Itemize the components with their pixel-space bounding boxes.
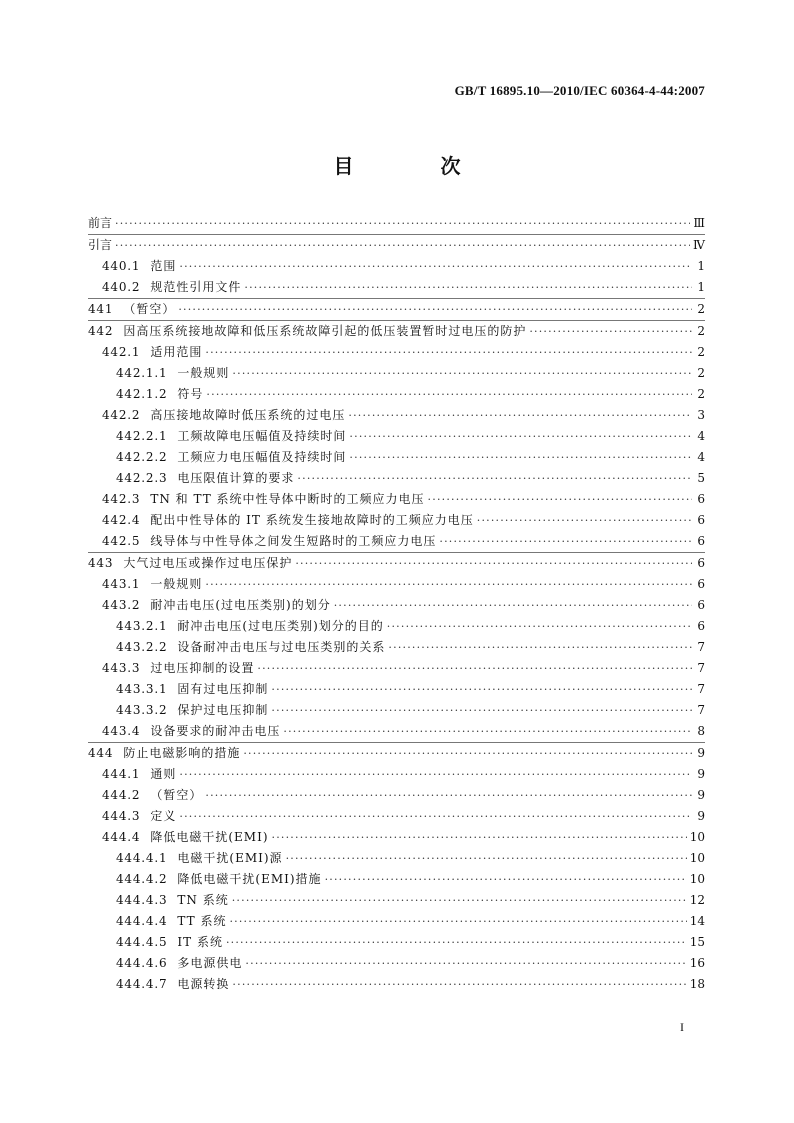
- dot-leader: [286, 848, 687, 869]
- dot-leader: [245, 953, 686, 974]
- toc-entry-label: 固有过电压抑制: [177, 682, 269, 696]
- toc-entry[interactable]: [88, 827, 705, 848]
- toc-entry-text: [88, 827, 272, 848]
- toc-entry-number: 440.2: [102, 280, 141, 294]
- toc-entry-label: 大气过电压或操作过电压保护: [123, 556, 293, 570]
- dot-leader: [226, 932, 687, 953]
- toc-entry-number: 442.4: [102, 513, 141, 527]
- toc-entry-text: [88, 974, 232, 995]
- toc-entry-text: [88, 256, 179, 277]
- toc-entry[interactable]: [88, 405, 705, 426]
- toc-entry-label: 电压限值计算的要求: [177, 471, 295, 485]
- dot-leader: [388, 637, 692, 658]
- toc-entry-number: 443.2.2: [116, 640, 168, 654]
- dot-leader: [229, 911, 686, 932]
- toc-entry[interactable]: [88, 235, 705, 256]
- toc-entry-page: 7: [697, 640, 705, 654]
- dot-leader: [178, 299, 692, 320]
- toc-entry[interactable]: [88, 721, 705, 742]
- toc-entry-label: 引言: [88, 238, 113, 252]
- toc-entry-page: 8: [697, 724, 705, 738]
- toc-entry-page: 4: [697, 450, 705, 464]
- toc-entry-number: 443.4: [102, 724, 141, 738]
- toc-entry[interactable]: [88, 700, 705, 721]
- toc-entry[interactable]: [88, 679, 705, 700]
- toc-entry-label: 符号: [177, 387, 204, 401]
- toc-entry-number: 442.1.1: [116, 366, 168, 380]
- toc-entry-number: 442.2.2: [116, 450, 168, 464]
- toc-entry-page: 1: [697, 259, 705, 273]
- toc-entry-text: [88, 299, 178, 320]
- toc-entry-label: （暂空）: [123, 302, 176, 316]
- toc-entry-number: 444.4.5: [116, 935, 168, 949]
- toc-entry[interactable]: [88, 342, 705, 363]
- standard-number-header: GB/T 16895.10—2010/IEC 60364-4-44:2007: [454, 83, 705, 98]
- toc-entry-page: Ⅳ: [693, 238, 705, 252]
- toc-entry-page: 2: [697, 302, 705, 316]
- dot-leader: [387, 616, 692, 637]
- toc-entry-label: 电源转换: [177, 977, 230, 991]
- toc-entry-label: 范围: [150, 259, 177, 273]
- toc-entry-text: [88, 235, 115, 256]
- toc-entry-number: 440.1: [102, 259, 141, 273]
- toc-entry-text: [88, 384, 206, 405]
- toc-entry[interactable]: [88, 299, 705, 320]
- toc-entry-label: 线导体与中性导体之间发生短路时的工频应力电压: [150, 534, 437, 548]
- dot-leader: [206, 384, 692, 405]
- toc-entry-text: [88, 743, 243, 764]
- dot-leader: [325, 869, 687, 890]
- toc-entry-page: 9: [697, 767, 705, 781]
- toc-entry-text: [88, 869, 325, 890]
- toc-entry-label: 电磁干扰(EMI)源: [177, 851, 283, 865]
- toc-entry-page: 9: [697, 809, 705, 823]
- toc-entry[interactable]: [88, 553, 705, 574]
- dot-leader: [257, 658, 692, 679]
- toc-entry[interactable]: [88, 869, 705, 890]
- toc-entry-label: 耐冲击电压(过电压类别)划分的目的: [177, 619, 384, 633]
- toc-entry[interactable]: [88, 911, 705, 932]
- dot-leader: [232, 363, 692, 384]
- toc-entry[interactable]: [88, 658, 705, 679]
- toc-entry-text: [88, 363, 232, 384]
- toc-entry-number: 444.4.4: [116, 914, 168, 928]
- toc-entry[interactable]: [88, 785, 705, 806]
- toc-entry[interactable]: [88, 321, 705, 342]
- toc-entry-text: [88, 679, 271, 700]
- toc-entry-text: [88, 806, 179, 827]
- toc-entry-text: [88, 468, 297, 489]
- dot-leader: [179, 806, 692, 827]
- toc-entry-label: TN 和 TT 系统中性导体中断时的工频应力电压: [150, 492, 425, 506]
- toc-entry-text: [88, 785, 205, 806]
- toc-entry[interactable]: [88, 256, 705, 277]
- toc-entry-page: 5: [697, 471, 705, 485]
- dot-leader: [477, 510, 692, 531]
- toc-entry[interactable]: [88, 384, 705, 405]
- toc-entry[interactable]: [88, 468, 705, 489]
- dot-leader: [439, 531, 692, 552]
- dot-leader: [115, 235, 690, 256]
- toc-entry-page: 10: [689, 872, 705, 886]
- toc-entry[interactable]: [88, 953, 705, 974]
- toc-entry-number: 444.4.7: [116, 977, 168, 991]
- toc-entry-page: 6: [697, 577, 705, 591]
- page-title: 目 次: [333, 154, 501, 178]
- toc-entry-number: 444.3: [102, 809, 141, 823]
- dot-leader: [205, 342, 692, 363]
- toc-entry-page: 2: [697, 345, 705, 359]
- toc-entry-page: 9: [697, 788, 705, 802]
- toc-entry-text: [88, 342, 205, 363]
- toc-entry-text: [88, 426, 349, 447]
- toc-entry-number: 442.2.1: [116, 429, 168, 443]
- toc-entry-page: 1: [697, 280, 705, 294]
- toc-entry-label: 降低电磁干扰(EMI)措施: [177, 872, 322, 886]
- toc-entry-number: 443: [88, 556, 114, 570]
- toc-entry-number: 443.3: [102, 661, 141, 675]
- dot-leader: [205, 574, 692, 595]
- toc-entry-label: 设备耐冲击电压与过电压类别的关系: [177, 640, 386, 654]
- toc-entry-page: 6: [697, 513, 705, 527]
- toc-entry[interactable]: [88, 932, 705, 953]
- dot-leader: [529, 321, 692, 342]
- toc-entry-text: [88, 447, 349, 468]
- toc-entry[interactable]: [88, 277, 705, 298]
- toc-entry-label: 降低电磁干扰(EMI): [150, 830, 269, 844]
- dot-leader: [295, 553, 692, 574]
- toc-entry[interactable]: [88, 531, 705, 552]
- dot-leader: [271, 679, 692, 700]
- dot-leader: [243, 743, 692, 764]
- toc-entry-label: 设备要求的耐冲击电压: [150, 724, 281, 738]
- toc-entry-page: Ⅲ: [693, 216, 705, 230]
- toc-entry-page: 6: [697, 534, 705, 548]
- toc-entry-text: [88, 574, 205, 595]
- toc-entry-text: [88, 658, 257, 679]
- toc-entry-number: 442.1: [102, 345, 141, 359]
- toc-entry-text: [88, 911, 229, 932]
- dot-leader: [348, 405, 692, 426]
- toc-entry-page: 2: [697, 366, 705, 380]
- toc-entry[interactable]: [88, 574, 705, 595]
- toc-entry[interactable]: [88, 426, 705, 447]
- toc-entry-label: 配出中性导体的 IT 系统发生接地故障时的工频应力电压: [150, 513, 474, 527]
- toc-entry[interactable]: [88, 595, 705, 616]
- toc-entry-text: [88, 595, 334, 616]
- dot-leader: [428, 489, 692, 510]
- toc-entry-label: 耐冲击电压(过电压类别)的划分: [150, 598, 331, 612]
- toc-entry-number: 444.4.3: [116, 893, 168, 907]
- toc-entry-page: 12: [689, 893, 705, 907]
- toc-entry-page: 10: [689, 851, 705, 865]
- toc-entry-text: [88, 616, 387, 637]
- toc-entry[interactable]: [88, 764, 705, 785]
- dot-leader: [349, 447, 692, 468]
- toc-entry[interactable]: [88, 616, 705, 637]
- toc-entry-number: 442.3: [102, 492, 141, 506]
- toc-entry-number: 443.1: [102, 577, 141, 591]
- dot-leader: [205, 785, 692, 806]
- toc-entry[interactable]: [88, 447, 705, 468]
- toc-entry-page: 2: [697, 387, 705, 401]
- toc-entry-number: 441: [88, 302, 114, 316]
- toc-entry-label: 通则: [150, 767, 177, 781]
- toc-entry-label: 一般规则: [150, 577, 203, 591]
- toc-entry-text: [88, 700, 271, 721]
- toc-entry-number: 443.2.1: [116, 619, 168, 633]
- dot-leader: [232, 974, 686, 995]
- toc-entry-number: 444.4.2: [116, 872, 168, 886]
- toc-entry-page: 6: [697, 492, 705, 506]
- toc-entry-number: 444.4: [102, 830, 141, 844]
- toc-entry-page: 14: [689, 914, 705, 928]
- table-of-contents: [88, 213, 705, 995]
- toc-entry-label: 因高压系统接地故障和低压系统故障引起的低压装置暂时过电压的防护: [123, 324, 527, 338]
- dot-leader: [115, 213, 690, 234]
- toc-entry-text: [88, 890, 232, 911]
- toc-entry-label: 前言: [88, 216, 113, 230]
- toc-entry-number: 442.5: [102, 534, 141, 548]
- dot-leader: [297, 468, 692, 489]
- dot-leader: [283, 721, 692, 742]
- toc-entry-page: 15: [689, 935, 705, 949]
- toc-entry-number: 442.2: [102, 408, 141, 422]
- toc-entry-label: 过电压抑制的设置: [150, 661, 255, 675]
- toc-entry-label: TT 系统: [177, 914, 227, 928]
- toc-entry-label: （暂空）: [150, 788, 203, 802]
- toc-entry-text: [88, 277, 244, 298]
- toc-entry-number: 444: [88, 746, 114, 760]
- toc-entry-label: 定义: [150, 809, 177, 823]
- toc-entry-page: 3: [697, 408, 705, 422]
- toc-entry[interactable]: [88, 363, 705, 384]
- toc-entry-text: [88, 764, 179, 785]
- toc-entry-label: 工频应力电压幅值及持续时间: [177, 450, 347, 464]
- toc-entry-text: [88, 848, 286, 869]
- toc-entry-page: 2: [697, 324, 705, 338]
- toc-entry[interactable]: [88, 637, 705, 658]
- toc-entry-text: [88, 932, 226, 953]
- toc-entry-text: [88, 213, 115, 234]
- toc-entry[interactable]: [88, 489, 705, 510]
- toc-entry-text: [88, 637, 388, 658]
- toc-entry-number: 444.2: [102, 788, 141, 802]
- toc-entry-text: [88, 531, 439, 552]
- toc-entry-text: [88, 405, 348, 426]
- toc-entry-page: 6: [697, 598, 705, 612]
- toc-entry[interactable]: [88, 213, 705, 234]
- toc-entry-label: 规范性引用文件: [150, 280, 242, 294]
- toc-entry-text: [88, 953, 245, 974]
- dot-leader: [349, 426, 692, 447]
- toc-entry-label: 高压接地故障时低压系统的过电压: [150, 408, 346, 422]
- toc-entry-page: 6: [697, 619, 705, 633]
- toc-entry-label: TN 系统: [177, 893, 229, 907]
- toc-entry[interactable]: [88, 510, 705, 531]
- toc-entry-number: 442: [88, 324, 114, 338]
- dot-leader: [272, 827, 687, 848]
- toc-entry-label: 工频故障电压幅值及持续时间: [177, 429, 347, 443]
- toc-entry-label: 适用范围: [150, 345, 203, 359]
- toc-entry[interactable]: [88, 743, 705, 764]
- toc-entry[interactable]: [88, 848, 705, 869]
- toc-entry-label: 一般规则: [177, 366, 230, 380]
- toc-entry-page: 7: [697, 703, 705, 717]
- toc-entry-page: 9: [697, 746, 705, 760]
- toc-entry-text: [88, 489, 428, 510]
- toc-entry-number: 443.3.2: [116, 703, 168, 717]
- toc-entry-page: 18: [689, 977, 705, 991]
- toc-entry[interactable]: [88, 890, 705, 911]
- toc-entry[interactable]: [88, 974, 705, 995]
- toc-entry-number: 444.4.6: [116, 956, 168, 970]
- toc-entry-label: 防止电磁影响的措施: [123, 746, 241, 760]
- toc-entry-number: 444.1: [102, 767, 141, 781]
- dot-leader: [179, 256, 692, 277]
- toc-entry-page: 7: [697, 661, 705, 675]
- toc-entry-number: 443.3.1: [116, 682, 168, 696]
- toc-entry-number: 442.1.2: [116, 387, 168, 401]
- toc-entry-label: IT 系统: [177, 935, 223, 949]
- toc-entry-page: 16: [689, 956, 705, 970]
- toc-entry-page: 10: [689, 830, 705, 844]
- toc-entry-number: 442.2.3: [116, 471, 168, 485]
- page-number: I: [680, 1020, 684, 1034]
- toc-entry-text: [88, 721, 283, 742]
- dot-leader: [232, 890, 687, 911]
- toc-entry-label: 保护过电压抑制: [177, 703, 269, 717]
- toc-entry-text: [88, 553, 295, 574]
- toc-entry-page: 6: [697, 556, 705, 570]
- toc-entry[interactable]: [88, 806, 705, 827]
- toc-entry-label: 多电源供电: [177, 956, 243, 970]
- toc-entry-text: [88, 321, 529, 342]
- toc-entry-number: 444.4.1: [116, 851, 168, 865]
- dot-leader: [334, 595, 692, 616]
- toc-entry-page: 4: [697, 429, 705, 443]
- toc-entry-text: [88, 510, 477, 531]
- dot-leader: [179, 764, 692, 785]
- toc-entry-number: 443.2: [102, 598, 141, 612]
- toc-entry-page: 7: [697, 682, 705, 696]
- dot-leader: [271, 700, 692, 721]
- dot-leader: [244, 277, 692, 298]
